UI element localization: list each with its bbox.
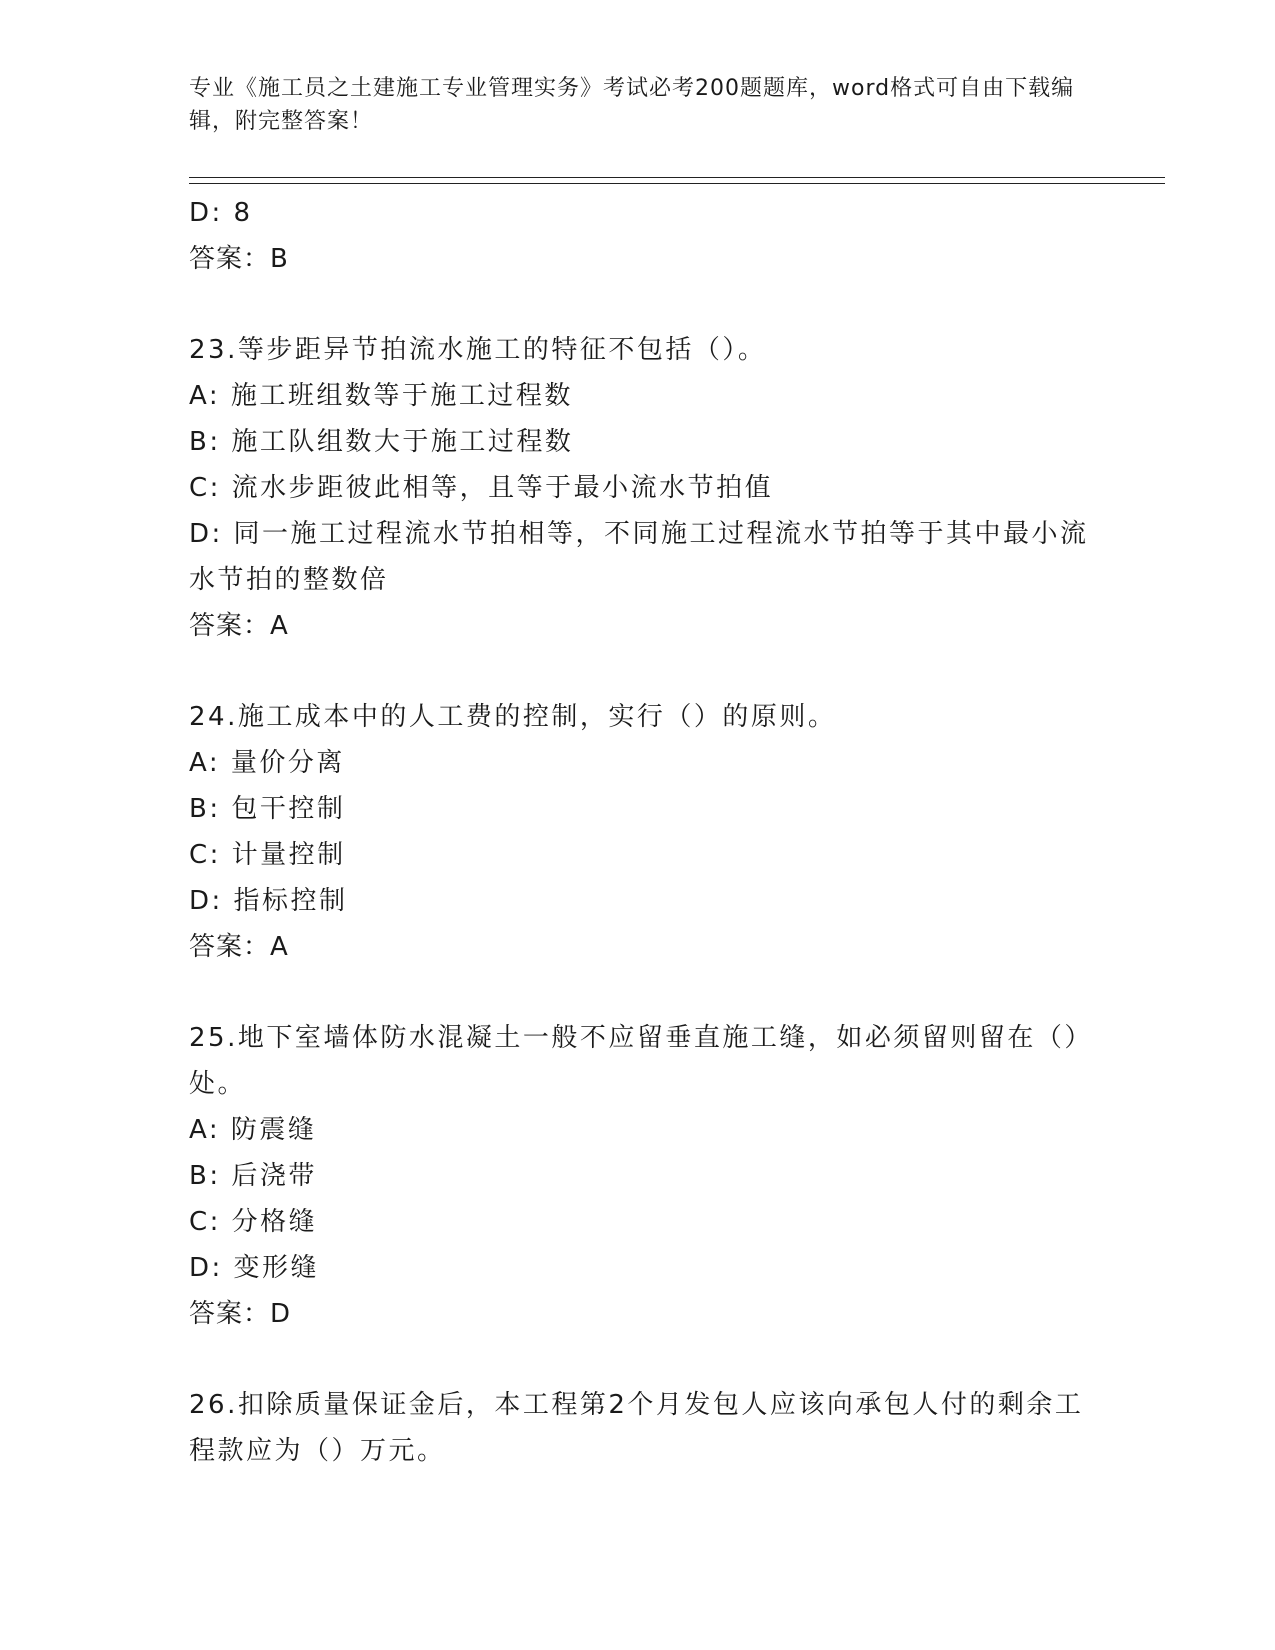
option-c: C: 流水步距彼此相等，且等于最小流水节拍值 xyxy=(189,473,774,503)
answer-label: 答案：A xyxy=(189,611,289,641)
option-b: B: 包干控制 xyxy=(189,794,346,824)
option-a: A: 量价分离 xyxy=(189,748,345,778)
option-d: D: 变形缝 xyxy=(189,1253,320,1283)
document-header xyxy=(189,72,1089,138)
option-d: D: 同一施工过程流水节拍相等，不同施工过程流水节拍等于其中最小流水节拍的整数倍 xyxy=(189,519,1089,595)
question-24 xyxy=(189,694,1089,970)
option-a: A: 防震缝 xyxy=(189,1115,317,1145)
question-stem: 24.施工成本中的人工费的控制，实行（）的原则。 xyxy=(189,702,837,732)
option-b: B: 后浇带 xyxy=(189,1161,317,1191)
question-23 xyxy=(189,327,1089,649)
option-c: C: 分格缝 xyxy=(189,1207,318,1237)
answer-label: 答案：A xyxy=(189,932,289,962)
question-stem: 25.地下室墙体防水混凝土一般不应留垂直施工缝，如必须留则留在（）处。 xyxy=(189,1023,1080,1099)
answer-label: 答案：D xyxy=(189,1299,292,1329)
option-d: D: 指标控制 xyxy=(189,886,348,916)
option-c: C: 计量控制 xyxy=(189,840,346,870)
option-d: D: 8 xyxy=(189,198,253,228)
header-divider-top xyxy=(189,177,1165,178)
previous-question-tail xyxy=(189,190,1089,282)
question-stem: 23.等步距异节拍流水施工的特征不包括（）。 xyxy=(189,335,767,365)
question-26 xyxy=(189,1382,1089,1474)
header-divider-bottom xyxy=(189,183,1165,184)
question-stem: 26.扣除质量保证金后，本工程第2个月发包人应该向承包人付的剩余工程款应为（）万元。 xyxy=(189,1390,1084,1466)
option-b: B: 施工队组数大于施工过程数 xyxy=(189,427,574,457)
answer-label: 答案：B xyxy=(189,244,289,274)
question-list xyxy=(189,190,1089,1474)
question-25 xyxy=(189,1015,1089,1337)
option-a: A: 施工班组数等于施工过程数 xyxy=(189,381,573,411)
header-text: 专业《施工员之土建施工专业管理实务》考试必考200题题库，word格式可自由下载编辑，附完整答案！ xyxy=(189,76,1075,134)
